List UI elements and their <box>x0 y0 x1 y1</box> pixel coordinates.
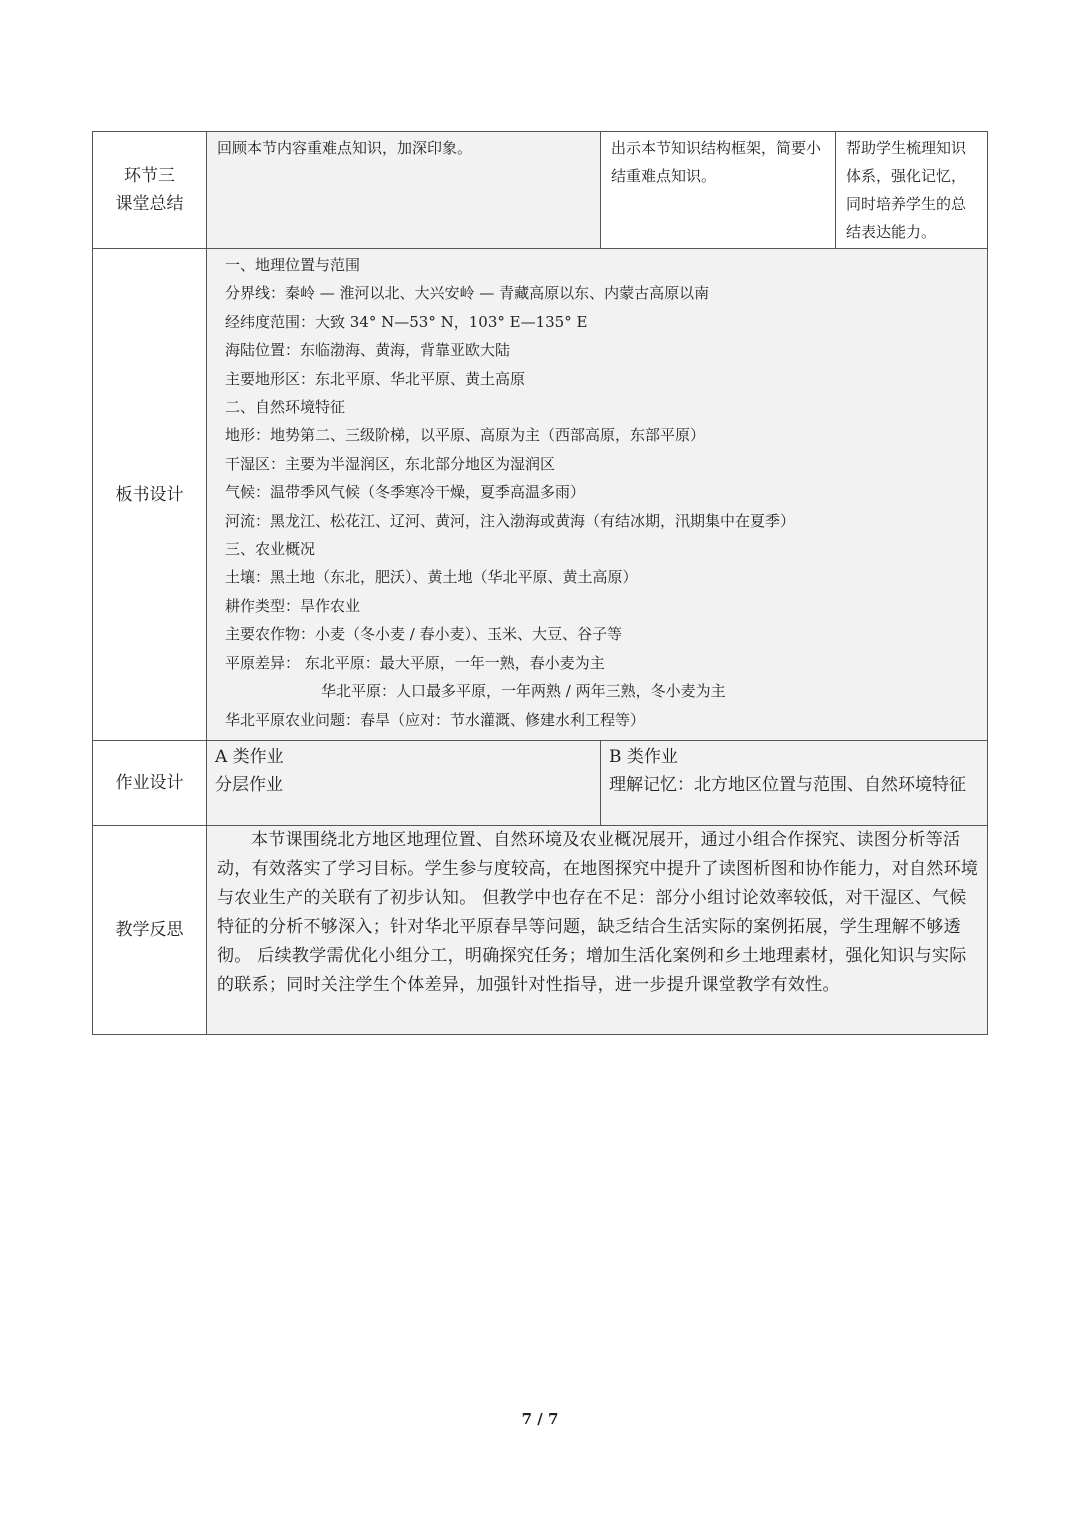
board-label-cell <box>93 249 207 741</box>
board-line: 干湿区：主要为半湿润区，东北部分地区为湿润区 <box>225 454 556 473</box>
board-line: 华北平原农业问题：春旱（应对：节水灌溉、修建水利工程等） <box>225 710 646 729</box>
board-lines <box>207 249 987 734</box>
board-line: 海陆位置：东临渤海、黄海，背靠亚欧大陆 <box>225 341 511 360</box>
board-row <box>93 249 988 741</box>
homework-b-title: B 类作业 <box>609 747 678 767</box>
homework-label: 作业设计 <box>115 773 184 793</box>
homework-b-cell <box>601 741 988 826</box>
homework-label-cell <box>93 741 207 826</box>
board-content-cell <box>207 249 988 741</box>
homework-row <box>93 741 988 826</box>
board-line: 河流：黑龙江、松花江、辽河、黄河，注入渤海或黄海（有结冰期，汛期集中在夏季） <box>225 511 796 530</box>
board-line: 经纬度范围：大致 34° N—53° N，103° E—135° E <box>225 312 588 331</box>
board-line: 主要农作物：小麦（冬小麦 / 春小麦）、玉米、大豆、谷子等 <box>225 625 623 644</box>
reflection-content-cell <box>207 826 988 1035</box>
board-line: 耕作类型：旱作农业 <box>225 596 361 615</box>
board-line: 三、农业概况 <box>225 540 316 559</box>
reflection-label-cell <box>93 826 207 1035</box>
board-line: 平原差异： 东北平原：最大平原，一年一熟，春小麦为主 <box>225 653 605 672</box>
board-line: 主要地形区：东北平原、华北平原、黄土高原 <box>225 369 526 388</box>
board-line: 土壤：黑土地（东北，肥沃）、黄土地（华北平原、黄土高原） <box>225 568 638 587</box>
reflection-text: 本节课围绕北方地区地理位置、自然环境及农业概况展开，通过小组合作探究、读图分析等活动，有效落实了学习目标。学生参与度较高，在地图探究中提升了读图析图和协作能力，对自然环境与农业生产的关联有了初步认知。 但教学中也存在不足：部分小组讨论效率较低，对干湿区、气候特征的分析不够深入；针对华北平原春旱等问题，缺乏结合生活实际的案例拓展，学生理解不够透彻。 后续教学需优化小组分工，明确探究任务；增加生活化案例和乡土地理素材，强化知识与实际的联系；同时关注学生个体差异，加强针对性指导，进一步提升课堂教学有效性。 <box>217 830 979 995</box>
board-line: 地形：地势第二、三级阶梯，以平原、高原为主（西部高原，东部平原） <box>225 426 706 445</box>
summary-teacher-cell <box>601 132 836 249</box>
reflection-label: 教学反思 <box>115 920 184 940</box>
homework-a-cell <box>207 741 601 826</box>
board-line: 二、自然环境特征 <box>225 398 346 417</box>
homework-a-text: 分层作业 <box>215 775 283 795</box>
board-line: 华北平原：人口最多平原，一年两熟 / 两年三熟，冬小麦为主 <box>321 682 726 701</box>
page-number: 7 / 7 <box>521 1410 559 1428</box>
summary-label-cell <box>93 132 207 249</box>
summary-intent-cell <box>836 132 988 249</box>
homework-a-title: A 类作业 <box>215 747 284 767</box>
summary-label: 环节三 课堂总结 <box>115 166 184 214</box>
board-line: 分界线：秦岭 — 淮河以北、大兴安岭 — 青藏高原以东、内蒙古高原以南 <box>225 284 710 303</box>
board-label: 板书设计 <box>115 484 184 505</box>
homework-b <box>601 741 987 801</box>
summary-content: 回顾本节内容重难点知识，加深印象。 <box>217 139 473 157</box>
reflection-row <box>93 826 988 1035</box>
summary-content-cell <box>207 132 601 249</box>
homework-a <box>207 741 600 801</box>
board-line: 一、地理位置与范围 <box>225 256 361 274</box>
summary-row <box>93 132 988 249</box>
board-line: 气候：温带季风气候（冬季寒冷干燥，夏季高温多雨） <box>225 483 586 502</box>
summary-teacher-activity: 出示本节知识结构框架，简要小结重难点知识。 <box>611 139 822 185</box>
homework-b-text: 理解记忆：北方地区位置与范围、自然环境特征 <box>609 775 966 795</box>
summary-intent: 帮助学生梳理知识体系，强化记忆，同时培养学生的总结表达能力。 <box>846 139 967 241</box>
lesson-plan-table <box>92 131 988 1035</box>
